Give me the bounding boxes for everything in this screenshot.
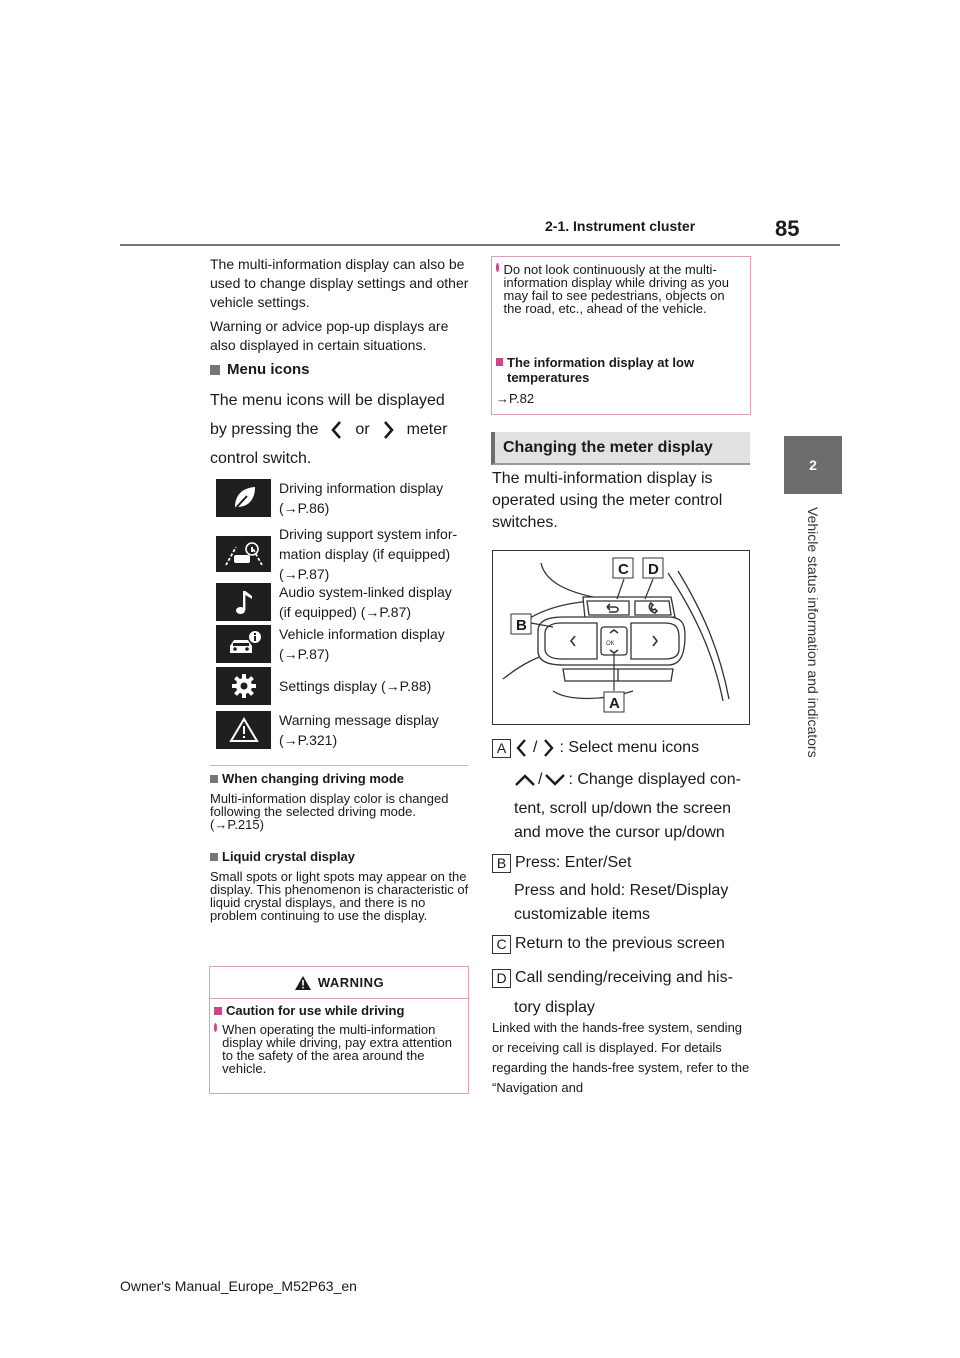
square-bullet-icon: [210, 775, 218, 783]
steering-switch-figure: [492, 550, 750, 725]
menu-item-label: Audio system-linked display (if equipped) (→P.87): [279, 584, 452, 620]
intro-paragraph-2: Warning or advice pop-up displays are also displayed in certain situations.: [210, 318, 449, 353]
chevron-right-icon: [541, 738, 555, 758]
list-item: [216, 524, 476, 584]
warning-heading: Caution for use while driving: [214, 1003, 404, 1018]
warning-header: [210, 967, 468, 999]
divider: [210, 765, 468, 766]
menu-desc-line-1: The menu icons will be displayed: [210, 392, 445, 409]
warning-triangle-icon: [216, 711, 271, 749]
list-item: [216, 624, 476, 664]
gear-icon: [216, 667, 271, 705]
driving-support-icon: [216, 536, 271, 572]
menu-desc-line-2-mid: or: [355, 421, 370, 438]
chevron-left-icon: [515, 738, 529, 758]
hands-free-text: Linked with the hands-free system, sending or receiving call is displayed. For details regarding the hands-free system, refer to the “Navigation and: [492, 1020, 750, 1095]
key-b: B: [492, 854, 511, 873]
section-title: 2-1. Instrument cluster: [545, 218, 696, 234]
key-c: C: [492, 935, 511, 954]
legend-a: A / : Select menu icons: [492, 736, 752, 760]
square-bullet-icon: [214, 1007, 222, 1015]
leaf-icon: [216, 479, 271, 517]
chevron-down-icon: [544, 773, 566, 787]
low-temp-ref: →P.82: [496, 391, 535, 406]
list-item: [216, 710, 476, 750]
square-bullet-icon: [210, 853, 218, 861]
chapter-title-text: Vehicle status information and indicators: [805, 507, 821, 758]
meter-section-heading: Changing the meter display: [491, 432, 750, 465]
list-item: [216, 478, 476, 518]
chevron-up-icon: [514, 773, 536, 787]
driving-mode-heading: When changing driving mode: [210, 771, 404, 786]
intro-paragraph-1: The multi-information display can also be used to change display settings and other vehicle settings.: [210, 256, 469, 310]
meter-description: The multi-information display is operated using the meter control switches.: [492, 470, 723, 531]
warning-triangle-icon: [294, 975, 312, 991]
driving-mode-text: Multi-information display color is changed following the selected driving mode. (→P.215): [210, 791, 449, 832]
menu-desc-line-2: [210, 415, 480, 444]
lcd-heading: Liquid crystal display: [210, 849, 355, 864]
caution-box: [491, 256, 751, 415]
circle-bullet-icon: [496, 263, 499, 272]
square-bullet-icon: [210, 365, 220, 375]
menu-item-label: Vehicle information display (→P.87): [279, 626, 445, 662]
menu-item-label: Warning message display (→P.321): [279, 712, 439, 748]
callout-d: D: [648, 561, 659, 578]
header-divider: [120, 244, 840, 246]
menu-icons-description: [210, 386, 480, 473]
callout-c: C: [618, 561, 629, 578]
legend-a2: / : Change displayed con- tent, scroll up/down the screen and move the cursor up/down: [514, 771, 742, 841]
list-item: [216, 667, 476, 705]
legend-b: B Press: Enter/Set Press and hold: Reset/Display customizable items: [492, 851, 752, 927]
legend-c: C Return to the previous screen: [492, 932, 752, 956]
vehicle-info-icon: [216, 625, 271, 663]
callout-a: A: [609, 695, 620, 712]
intro-text: [210, 255, 470, 360]
chevron-left-icon: [329, 420, 345, 440]
warning-title: WARNING: [317, 975, 385, 990]
low-temp-heading: The information display at low temperatures: [496, 355, 746, 385]
warning-box: [209, 966, 469, 1094]
menu-desc-line-3: control switch.: [210, 450, 312, 467]
lcd-text: Small spots or light spots may appear on the display. This phenomenon is characteristic of liquid crystal displays, and there is no problem continuing to use the display.: [210, 869, 469, 923]
legend-d: D Call sending/receiving and his- tory display: [492, 966, 752, 1020]
chevron-right-icon: [380, 420, 396, 440]
menu-desc-line-2-post: meter: [406, 421, 448, 438]
menu-desc-line-2-pre: by pressing the: [210, 421, 319, 438]
menu-item-label: Driving information display (→P.86): [279, 480, 444, 516]
ok-label: OK: [606, 641, 615, 647]
key-a: A: [492, 739, 511, 758]
circle-bullet-icon: [214, 1023, 217, 1032]
menu-icons-heading-text: Menu icons: [227, 361, 310, 378]
list-item: [216, 582, 476, 622]
square-bullet-icon: [496, 358, 503, 366]
menu-item-label: Settings display (→P.88): [279, 678, 432, 694]
footer-text: Owner's Manual_Europe_M52P63_en: [120, 1278, 357, 1294]
menu-icons-heading: [210, 361, 310, 378]
chapter-title-vertical: [772, 507, 854, 777]
page-number: 85: [775, 216, 800, 241]
callout-b: B: [516, 617, 527, 634]
key-d: D: [492, 969, 511, 988]
music-note-icon: [216, 583, 271, 621]
chapter-tab: 2: [784, 436, 842, 494]
menu-item-label: Driving support system infor- mation display (if equipped) (→P.87): [279, 526, 458, 582]
warning-text: When operating the multi-information display while driving, pay extra attention to the safety of the area around the vehicle.: [214, 1023, 466, 1075]
caution-text: Do not look continuously at the multi-information display while driving as you may fail to see pedestrians, objects on the road, etc., ahead of the vehicle.: [496, 263, 746, 315]
